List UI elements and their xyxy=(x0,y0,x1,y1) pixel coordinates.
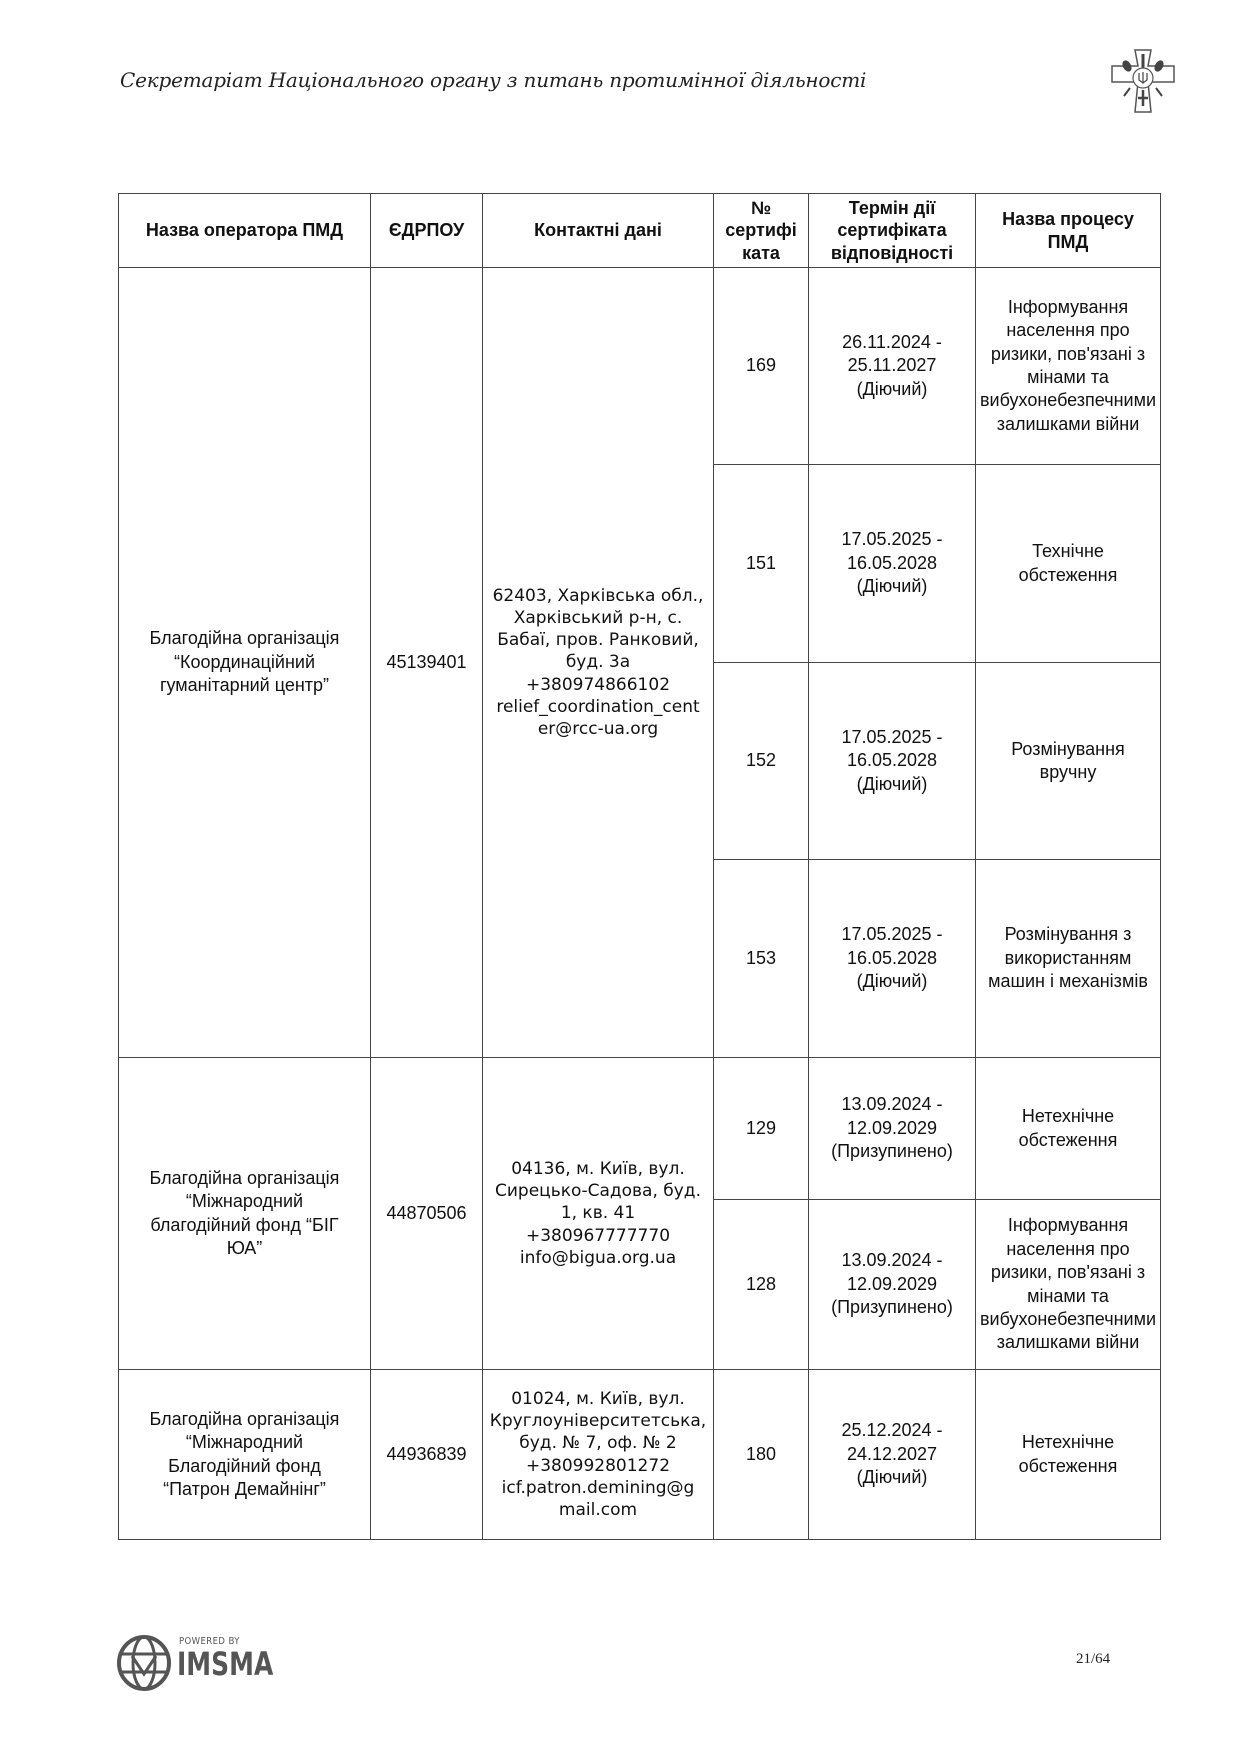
validity-start: 25.12.2024 - xyxy=(841,1420,943,1441)
contact-email: er@rcc-ua.org xyxy=(537,718,659,739)
validity-end: 16.05.2028 xyxy=(846,750,938,771)
table-header-row xyxy=(119,194,1161,268)
process-name: Розмінування з використанням машин і механізмів xyxy=(976,860,1161,1058)
validity-start: 17.05.2025 - xyxy=(841,924,943,945)
operator-contacts xyxy=(483,268,714,1058)
operator-name xyxy=(119,268,371,1058)
ministry-cross-emblem-icon xyxy=(1108,46,1178,116)
powered-by-label: POWERED BY xyxy=(179,1636,240,1647)
column-header-certificate-number-text: № сертифі ката xyxy=(725,197,797,263)
column-header-operator-name: Назва оператора ПМД xyxy=(119,194,371,268)
process-name-text: Нетехнічне обстеження xyxy=(1018,1106,1118,1150)
imsma-logo xyxy=(117,1634,277,1694)
process-name xyxy=(976,465,1161,663)
operator-edrpou: 44936839 xyxy=(371,1370,483,1540)
table-row xyxy=(119,268,1161,465)
contact-line: Харківський р-н, с. xyxy=(513,608,683,629)
table-row xyxy=(119,1058,1161,1200)
operator-contacts xyxy=(483,1058,714,1370)
contact-email: info@bigua.org.ua xyxy=(519,1247,677,1268)
certificate-status: (Діючий) xyxy=(856,378,928,399)
contact-line: 1, кв. 41 xyxy=(560,1203,636,1224)
contact-line: 62403, Харківська обл., xyxy=(492,586,704,607)
validity-start: 17.05.2025 - xyxy=(841,726,943,747)
validity-end: 16.05.2028 xyxy=(846,552,938,573)
process-name-text: Технічне обстеження xyxy=(1018,541,1118,585)
column-header-certificate-number xyxy=(714,194,809,268)
certificate-validity xyxy=(809,1370,976,1540)
process-name xyxy=(976,1058,1161,1200)
certificate-validity xyxy=(809,268,976,465)
operator-name xyxy=(119,1370,371,1540)
contact-phone: +380967777770 xyxy=(525,1225,671,1246)
certificate-validity xyxy=(809,663,976,860)
operator-name-text: Благодійна організація “Координаційний гуманітарний центр” xyxy=(149,628,340,696)
column-header-process xyxy=(976,194,1161,268)
contact-line: 01024, м. Київ, вул. xyxy=(511,1389,685,1410)
certificate-status: (Призупинено) xyxy=(831,1141,953,1162)
process-name-text: Нетехнічне обстеження xyxy=(1018,1432,1118,1476)
operator-name-text: Благодійна організація “Міжнародний благодійний фонд “БІГ ЮА” xyxy=(149,1167,340,1258)
contact-line: 04136, м. Київ, вул. xyxy=(511,1159,685,1180)
validity-start: 13.09.2024 - xyxy=(841,1250,943,1271)
contact-phone: +380974866102 xyxy=(525,674,671,695)
contact-line: буд. № 7, оф. № 2 xyxy=(519,1433,677,1454)
process-name xyxy=(976,1370,1161,1540)
certificate-status: (Призупинено) xyxy=(831,1297,953,1318)
process-name: Інформування населення про ризики, пов'язані з мінами та вибухонебезпечними залишками війни xyxy=(976,268,1161,465)
operator-contacts xyxy=(483,1370,714,1540)
column-header-edrpou: ЄДРПОУ xyxy=(371,194,483,268)
column-header-contacts: Контактні дані xyxy=(483,194,714,268)
document-header-title: Секретаріат Національного органу з питань протимінної діяльності xyxy=(120,68,867,92)
certificate-status: (Діючий) xyxy=(856,773,928,794)
contact-email: relief_coordination_cent xyxy=(496,696,700,717)
certificate-status: (Діючий) xyxy=(856,1467,928,1488)
contact-email: mail.com xyxy=(558,1499,638,1520)
certificate-status: (Діючий) xyxy=(856,576,928,597)
contact-line: Сирецько-Садова, буд. xyxy=(495,1181,701,1202)
certificate-number: 152 xyxy=(714,663,809,860)
certificate-number: 180 xyxy=(714,1370,809,1540)
operator-name xyxy=(119,1058,371,1370)
certificate-validity xyxy=(809,1058,976,1200)
operator-edrpou: 45139401 xyxy=(371,268,483,1058)
page-number: 21/64 xyxy=(1076,1651,1111,1667)
certificate-validity xyxy=(809,1200,976,1370)
operator-edrpou: 44870506 xyxy=(371,1058,483,1370)
certificate-validity xyxy=(809,860,976,1058)
validity-end: 16.05.2028 xyxy=(846,947,938,968)
certificate-status: (Діючий) xyxy=(856,971,928,992)
column-header-validity: Термін дії сертифіката відповідності xyxy=(809,194,976,268)
operator-name-text: Благодійна організація “Міжнародний Благодійний фонд “Патрон Демайнінг” xyxy=(149,1408,340,1499)
contact-line: Бабаї, пров. Ранковий, xyxy=(497,630,699,651)
validity-start: 17.05.2025 - xyxy=(841,529,943,550)
certificate-number: 128 xyxy=(714,1200,809,1370)
process-name xyxy=(976,663,1161,860)
process-name: Інформування населення про ризики, пов'язані з мінами та вибухонебезпечними залишками війни xyxy=(976,1200,1161,1370)
table-row xyxy=(119,1370,1161,1540)
process-name-text: Розмінування вручну xyxy=(1011,738,1125,782)
column-header-process-text: Назва процесу ПМД xyxy=(1002,209,1134,252)
contact-line: Круглоуніверситетська, xyxy=(489,1411,707,1432)
contact-phone: +380992801272 xyxy=(525,1455,671,1476)
contact-email: icf.patron.demining@g xyxy=(501,1477,695,1498)
certificate-validity xyxy=(809,465,976,663)
validity-end: 25.11.2027 xyxy=(847,355,937,376)
contact-line: буд. 3а xyxy=(565,652,631,673)
validity-start: 26.11.2024 - xyxy=(842,331,942,352)
certificate-number: 169 xyxy=(714,268,809,465)
validity-end: 12.09.2029 xyxy=(846,1273,938,1294)
globe-icon xyxy=(117,1634,173,1692)
imsma-wordmark: IMSMA xyxy=(177,1645,274,1683)
validity-start: 13.09.2024 - xyxy=(841,1094,943,1115)
certificate-number: 129 xyxy=(714,1058,809,1200)
validity-end: 24.12.2027 xyxy=(846,1443,938,1464)
certificate-number: 153 xyxy=(714,860,809,1058)
certificate-number: 151 xyxy=(714,465,809,663)
demining-operators-table xyxy=(118,193,1161,1540)
validity-end: 12.09.2029 xyxy=(846,1117,938,1138)
